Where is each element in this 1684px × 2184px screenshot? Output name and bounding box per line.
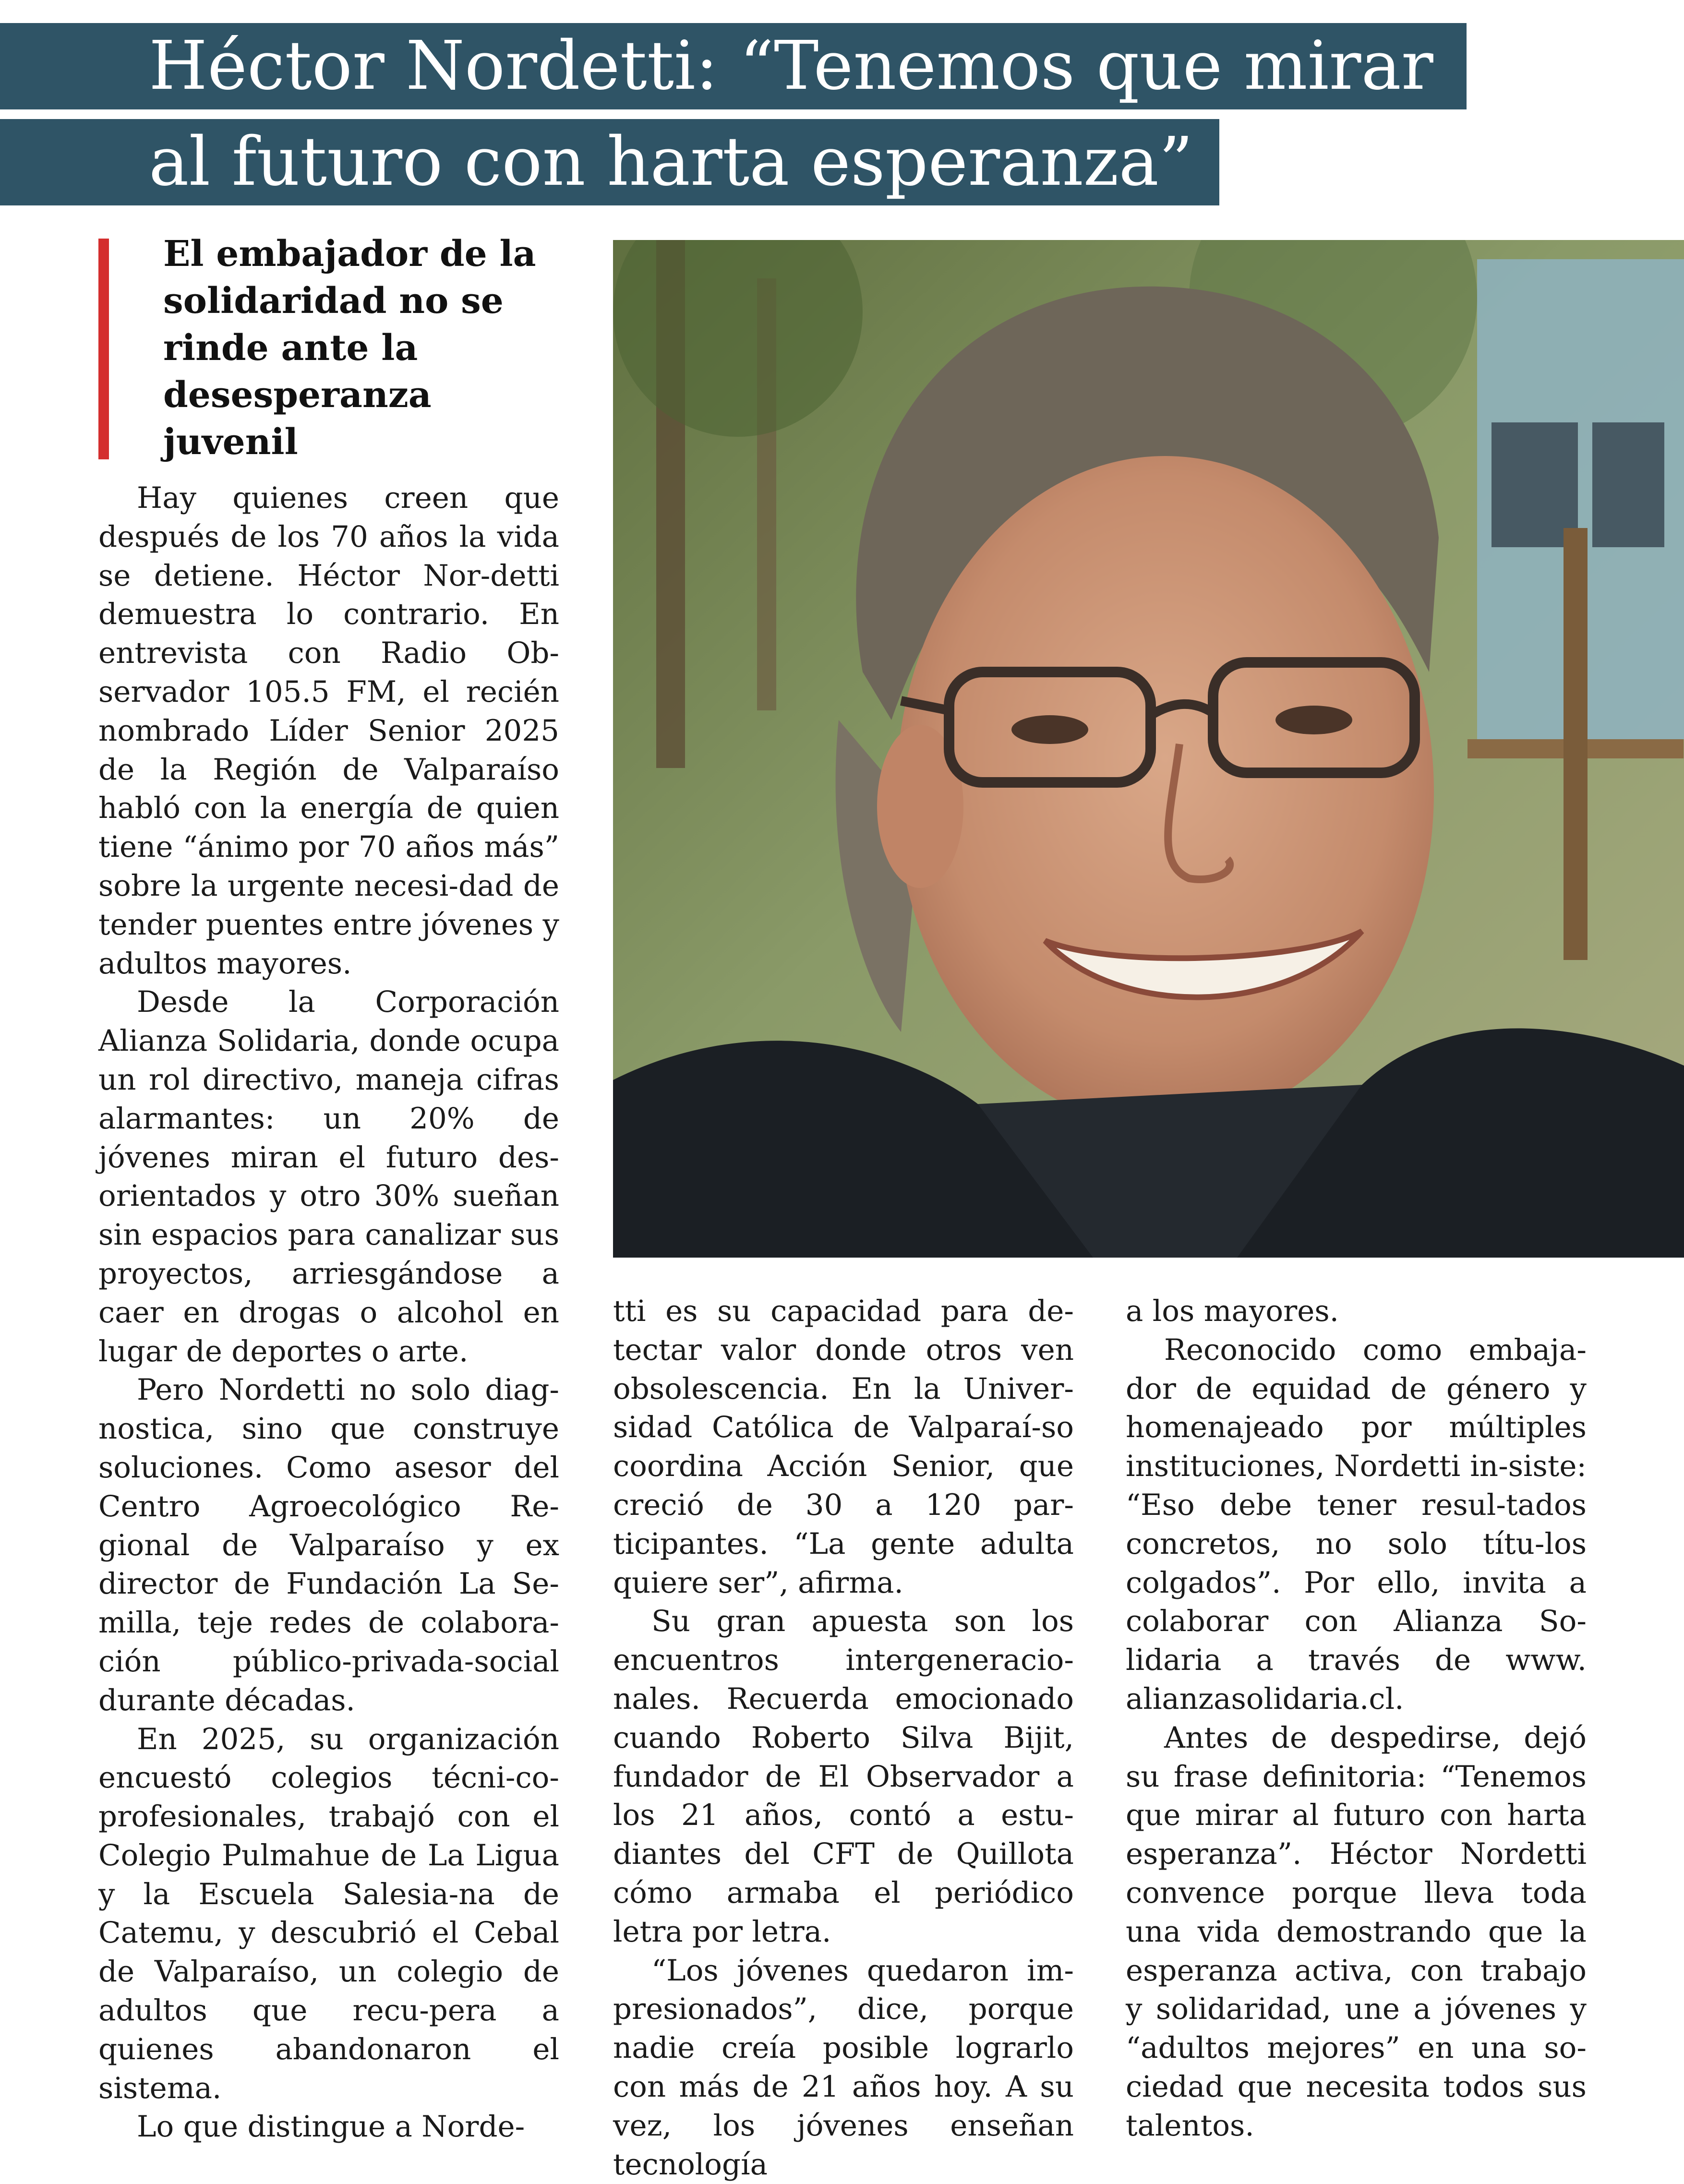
paragraph-continued: a los mayores. [1126, 1294, 1339, 1328]
paragraph: Pero Nordetti no solo diag-nostica, sino que construye soluciones. Como asesor del Centro Agroecológico Re-gional de Valparaíso y ex director de Fundación La Se-milla, teje redes de colabora-ción público-privada-social durante décadas. [98, 1373, 559, 1717]
body-column-3 [1126, 1292, 1587, 2146]
body-column-2 [613, 1292, 1074, 2184]
paragraph: Desde la Corporación Alianza Solidaria, donde ocupa un rol directivo, maneja cifras alarmantes: un 20% de jóvenes miran el futuro des-orientados y otro 30% sueñan sin espacios para canalizar sus proyectos, arriesgándose a caer en drogas o alcohol en lugar de deportes o arte. [98, 985, 559, 1368]
headline-line-1 [0, 23, 1467, 109]
headline-text-2: al futuro con harta esperanza” [149, 123, 1193, 201]
paragraph: En 2025, su organización encuestó colegios técni-co-profesionales, trabajó con el Colegio Pulmahue de La Ligua y la Escuela Salesia-na de Catemu, y descubrió el Cebal de Valparaíso, un colegio de adultos que recu-pera a quienes abandonaron el sistema. [98, 1722, 559, 2105]
paragraph: Hay quienes creen que después de los 70 años la vida se detiene. Héctor Nor-detti demuestra lo contrario. En entrevista con Radio Ob-servador 105.5 FM, el recién nombrado Líder Senior 2025 de la Región de Valparaíso habló con la energía de quien tiene “ánimo por 70 años más” sobre la urgente necesi-dad de tender puentes entre jóvenes y adultos mayores. [98, 481, 559, 981]
paragraph: Su gran apuesta son los encuentros intergeneracio-nales. Recuerda emocionado cuando Roberto Silva Bijit, fundador de El Observador a los 21 años, contó a estu-diantes del CFT de Quillota cómo armaba el periódico letra por letra. [613, 1604, 1074, 1949]
portrait-photo-icon [613, 240, 1684, 1258]
headline-text-1: Héctor Nordetti: “Tenemos que mirar [149, 27, 1433, 105]
headline-line-2 [0, 119, 1219, 205]
paragraph: Reconocido como embaja-dor de equidad de género y homenajeado por múltiples instituciones, Nordetti in-siste: “Eso debe tener resul-tados concretos, no solo títu-los colgados”. Por ello, invita a colaborar con Alianza So-lidaria a través de www. alianzasolidaria.cl. [1126, 1332, 1587, 1716]
paragraph: Antes de despedirse, dejó su frase definitoria: “Tenemos que mirar al futuro con harta esperanza”. Héctor Nordetti convence porque lleva toda una vida demostrando que la esperanza activa, con trabajo y solidaridad, une a jóvenes y “adultos mejores” en una so-ciedad que necesita todos sus talentos. [1126, 1720, 1587, 2143]
paragraph: Lo que distingue a Norde- [137, 2110, 525, 2144]
subhead: El embajador de la solidaridad no se rinde ante la desesperanza juvenil [163, 233, 536, 463]
paragraph: “Los jóvenes quedaron im-presionados”, dice, porque nadie creía posible lograrlo con más de 21 años hoy. A su vez, los jóvenes enseñan tecnología [613, 1953, 1074, 2182]
body-column-1 [98, 479, 559, 2147]
subhead-accent-bar [98, 239, 109, 459]
portrait-photo [613, 240, 1684, 1258]
paragraph-continued: tti es su capacidad para de-tectar valor donde otros ven obsolescencia. En la Univer-sidad Católica de Valparaí-so coordina Acción Senior, que creció de 30 a 120 par-ticipantes. “La gente adulta quiere ser”, afirma. [613, 1294, 1074, 1600]
